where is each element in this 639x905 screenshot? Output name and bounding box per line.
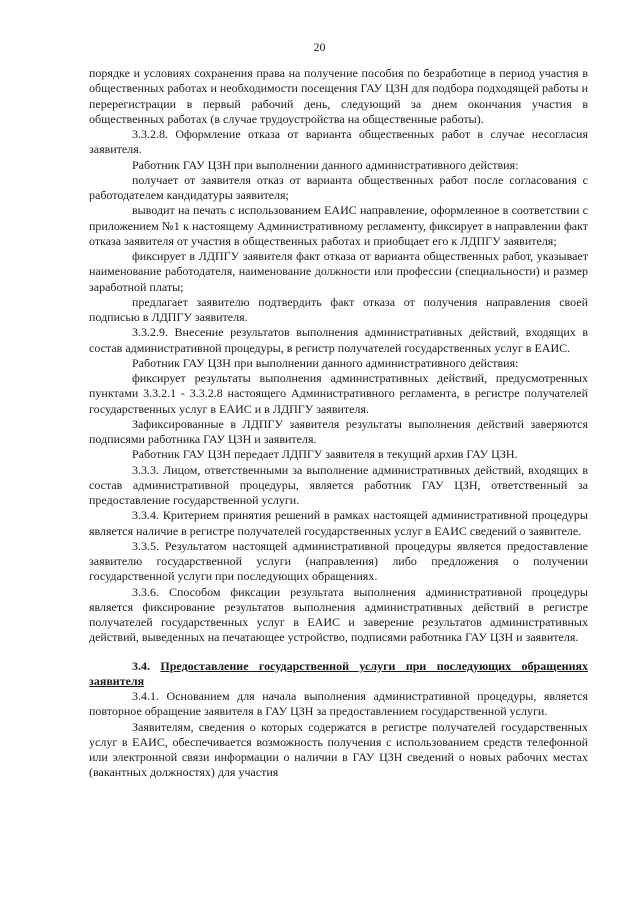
section-title: Предоставление государственной услуги при последующих обращениях заявителя — [89, 658, 588, 688]
paragraph: фиксирует в ЛДПГУ заявителя факт отказа от варианта общественных работ, указывает наименование работодателя, наименование должности или профессии (специальности) и размер заработной платы; — [89, 249, 588, 294]
paragraph: фиксирует результаты выполнения административных действий, предусмотренных пунктами 3.3.2.1 - 3.3.2.8 настоящего Административного регламента, в регистре получателей государственных услуг в ЕАИС и в ЛДПГУ заявителя. — [89, 371, 588, 416]
paragraph: 3.3.2.8. Оформление отказа от варианта общественных работ в случае несогласия заявителя. — [89, 127, 588, 157]
paragraph: Работник ГАУ ЦЗН при выполнении данного административного действия: — [132, 157, 519, 172]
page-number: 20 — [313, 40, 326, 54]
paragraph: 3.3.2.9. Внесение результатов выполнения административных действий, входящих в состав административной процедуры, в регистр получателей государственных услуг в ЕАИС. — [89, 325, 588, 355]
paragraph: 3.3.3. Лицом, ответственными за выполнение административных действий, входящих в состав административной процедуры, является работник ГАУ ЦЗН, ответственный за предоставление государственной услуги. — [89, 462, 588, 507]
paragraph: выводит на печать с использованием ЕАИС направление, оформленное в соответствии с приложением №1 к настоящему Административному регламенту, фиксирует в направлении факт отказа заявителя от участия в общественных работах и приобщает его к ЛДПГУ заявителя; — [89, 203, 588, 248]
paragraph: Зафиксированные в ЛДПГУ заявителя результаты выполнения действий заверяются подписями работника ГАУ ЦЗН и заявителя. — [89, 416, 588, 446]
paragraph: 3.3.6. Способом фиксации результата выполнения административной процедуры является фиксирование результатов выполнения административных действий в регистре получателей государственных услуг в ЕАИС и заверение результатов административных действий, выведенных на печатающее устройство, подписями работника ГАУ ЦЗН и заявителя. — [89, 584, 588, 645]
paragraph: 3.3.5. Результатом настоящей административной процедуры является предоставление заявителю государственной услуги (направления) либо предложения о получении государственной услуги при последующих обращениях. — [89, 538, 588, 584]
paragraph: Работник ГАУ ЦЗН при выполнении данного административного действия: — [132, 355, 519, 370]
paragraph: порядке и условиях сохранения права на получение пособия по безработице в период участия в общественных работах и необходимости посещения ГАУ ЦЗН для подбора подходящей работы и перерегистрации в первый рабочий день, следующий за днем окончания участия в общественных работах (в случае трудоустройства на общественные работы). — [89, 66, 588, 126]
section-heading — [89, 659, 588, 690]
paragraph: 3.3.4. Критерием принятия решений в рамках настоящей административной процедуры является наличие в регистре получателей государственных услуг в ЕАИС сведений о заявителе. — [89, 508, 588, 538]
paragraph: 3.4.1. Основанием для начала выполнения административной процедуры, является повторное обращение заявителя в ГАУ ЦЗН за предоставлением государственной услуги. — [89, 689, 588, 719]
paragraph: предлагает заявителю подтвердить факт отказа от получения направления своей подписью в ЛДПГУ заявителя. — [89, 294, 588, 324]
paragraph: Заявителям, сведения о которых содержатся в регистре получателей государственных услуг в ЕАИС, обеспечивается возможность получения с использованием средств телефонной или электронной связи информации о наличии в ГАУ ЦЗН сведений о новых рабочих местах (вакантных должностях) для участия — [89, 719, 588, 780]
section-number: 3.4. — [132, 658, 150, 673]
paragraph: Работник ГАУ ЦЗН передает ЛДПГУ заявителя в текущий архив ГАУ ЦЗН. — [132, 447, 518, 462]
document-body — [89, 66, 588, 781]
paragraph: получает от заявителя отказ от варианта общественных работ после согласования с работодателем кандидатуры заявителя; — [89, 172, 588, 202]
